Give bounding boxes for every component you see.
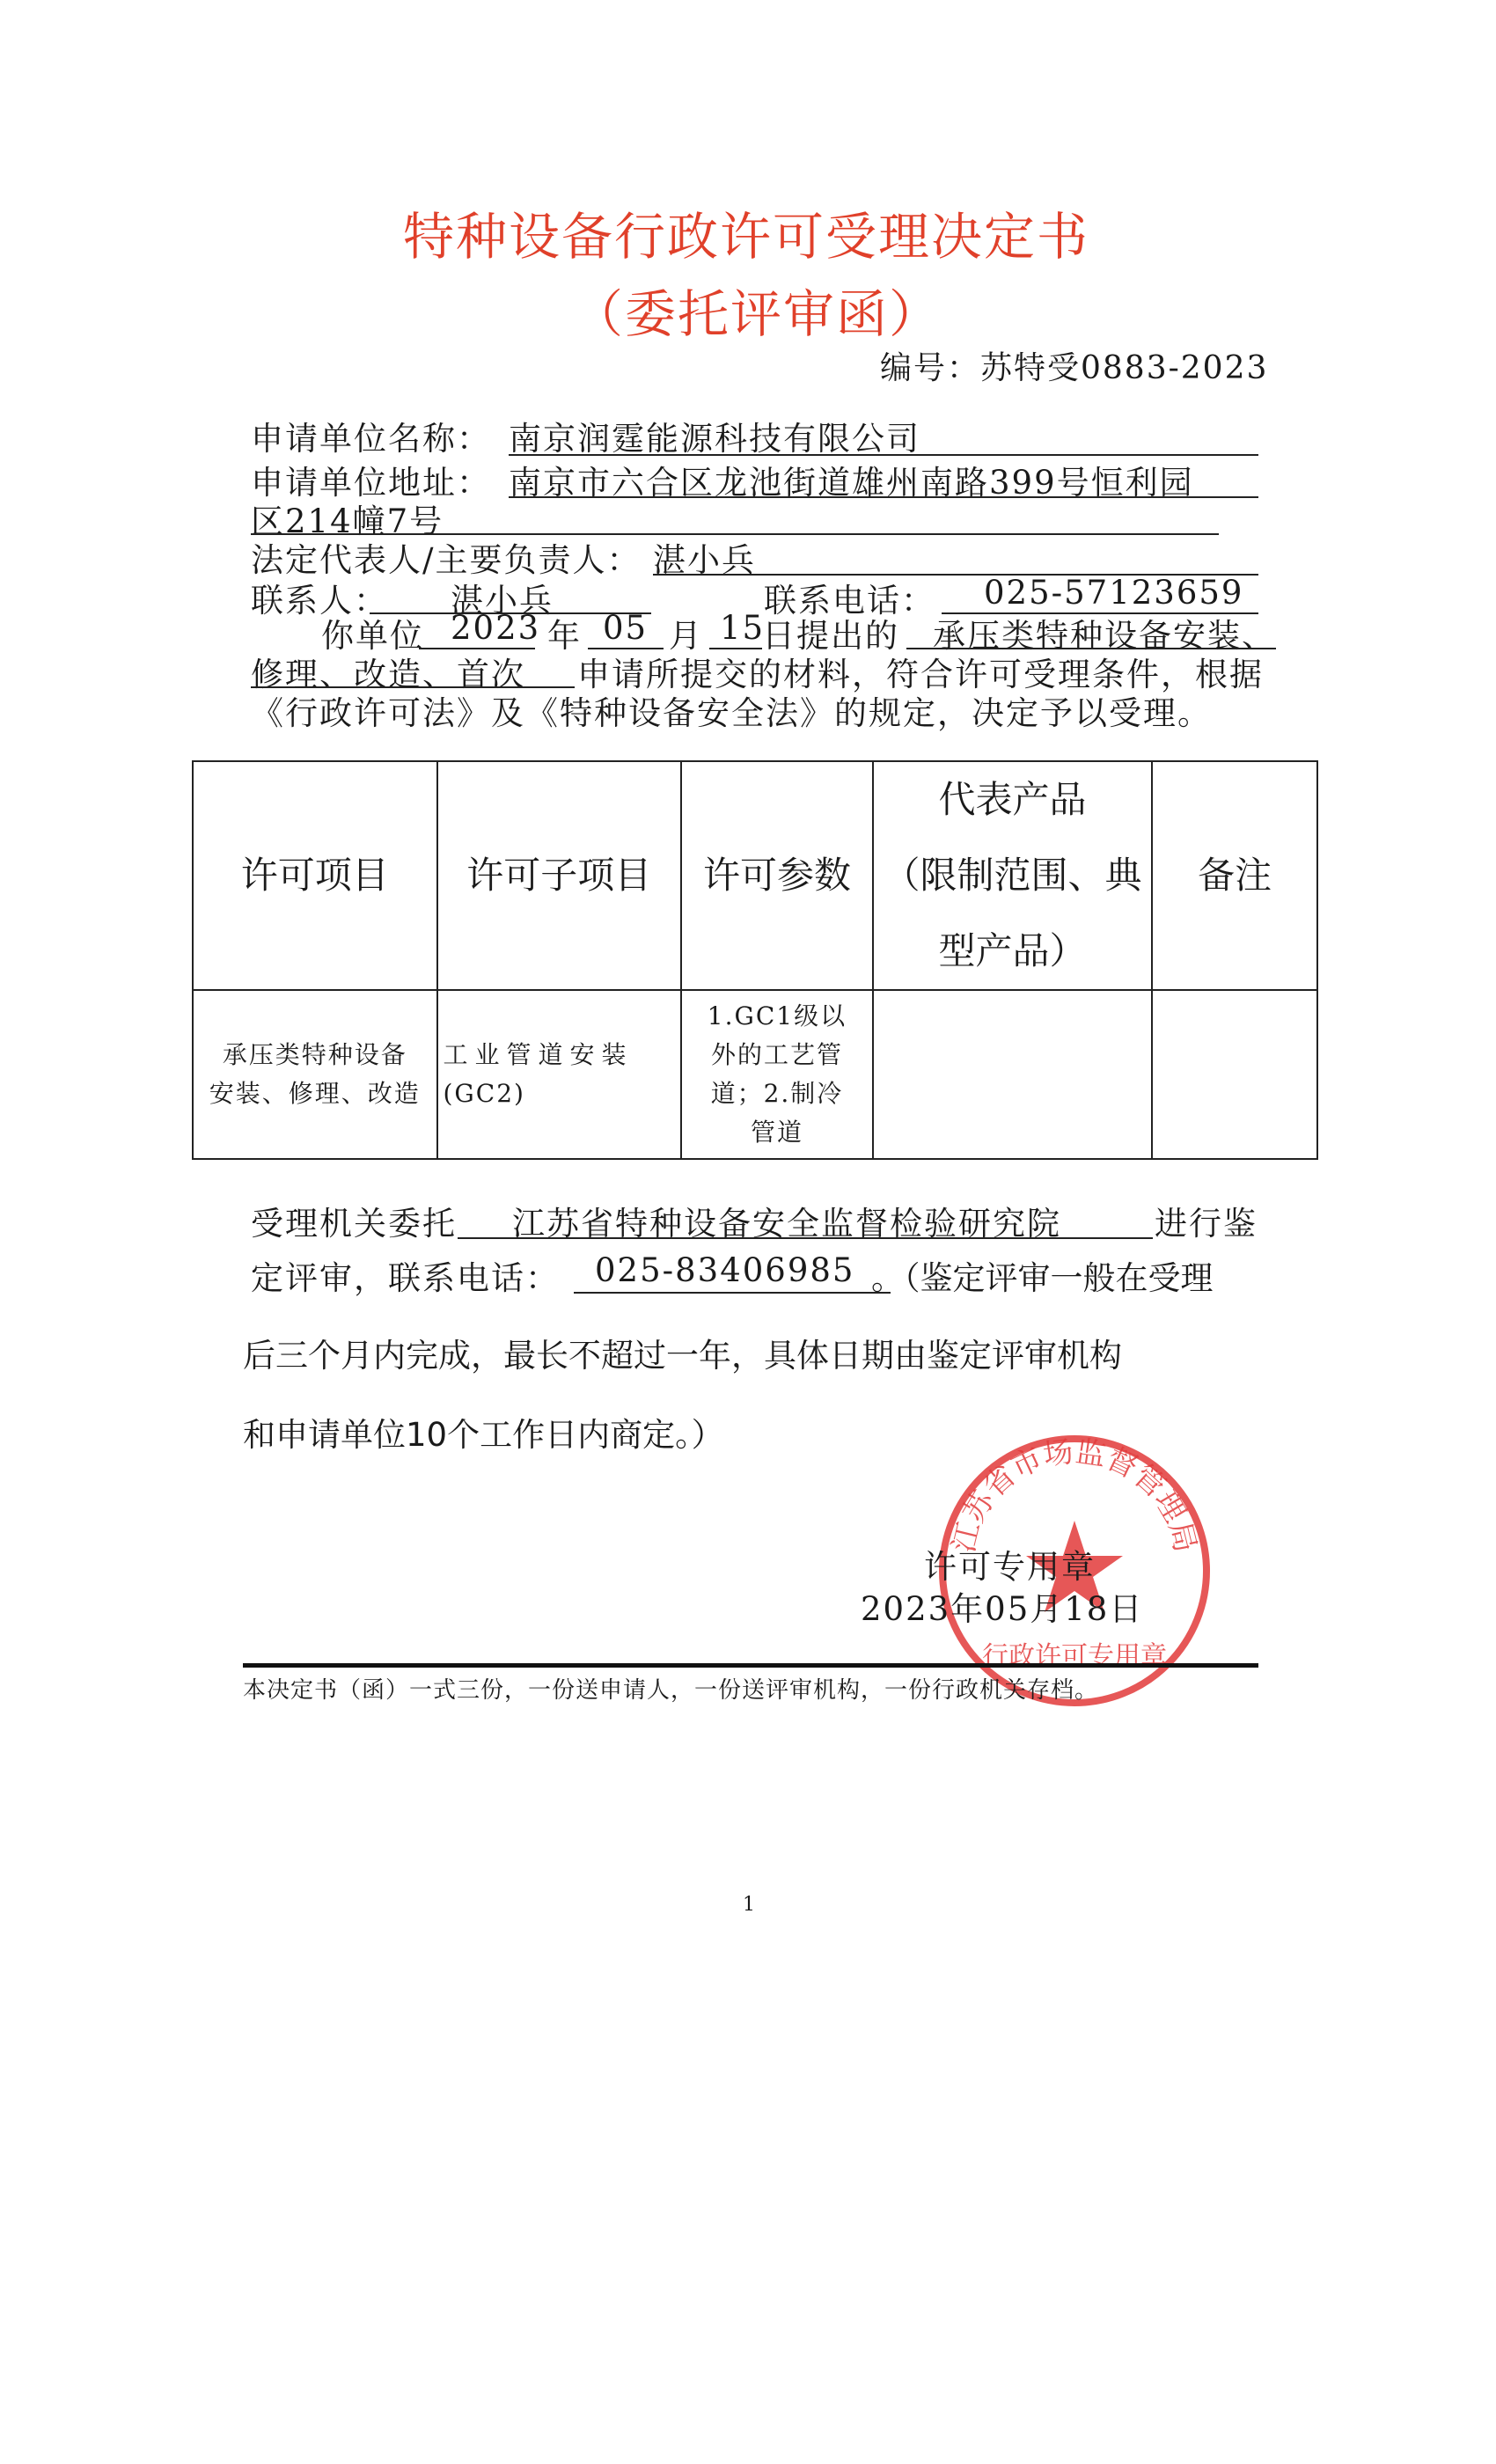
seal-text-bottom: 行政许可专用章 [982, 1641, 1167, 1672]
header-product-line1: 代表产品 [938, 778, 1087, 821]
phone-label: 联系电话： [764, 582, 935, 620]
cell-permit-subitem [437, 990, 682, 1159]
legal-rep: 湛小兵 [653, 541, 756, 579]
body-month: 05 [603, 609, 649, 647]
body-line2-item: 修理、改造、首次 [251, 656, 525, 693]
delegation-institute: 江苏省特种设备安全监督检验研究院 [512, 1205, 1061, 1243]
institute-underline [458, 1237, 1153, 1239]
cell-permit-item-line1: 承压类特种设备 [222, 1040, 407, 1069]
page-number: 1 [743, 1894, 755, 1916]
footer-separator [243, 1663, 1258, 1668]
applicant-name-label: 申请单位名称： [251, 420, 491, 458]
contact-name: 湛小兵 [451, 582, 554, 620]
legal-rep-label: 法定代表人/主要负责人： [251, 541, 642, 579]
cell-param-line1: 1.GC1级以 [707, 1001, 847, 1030]
applicant-address-line1: 南京市六合区龙池街道雄州南路399号恒利园 [509, 464, 1194, 502]
applicant-address-underline [509, 496, 1258, 498]
cell-permit-param [681, 990, 873, 1159]
contact-label: 联系人： [251, 582, 388, 620]
delegation-suffix: 进行鉴 [1155, 1205, 1258, 1243]
header-product [873, 761, 1152, 990]
delegation-prefix: 受理机关委托 [251, 1205, 457, 1243]
cell-param-line3: 道；2.制冷 [710, 1079, 844, 1108]
cell-product [873, 990, 1152, 1159]
document-number: 编号：苏特受0883-2023 [880, 350, 1269, 386]
footnote: 本决定书（函）一式三份，一份送申请人，一份送评审机构，一份行政机关存档。 [243, 1677, 1099, 1704]
delegation-line2-prefix: 定评审，联系电话： [251, 1259, 560, 1297]
body-year: 2023 [451, 609, 541, 647]
phone: 025-57123659 [984, 574, 1244, 612]
delegation-phone: 025-83406985 [595, 1251, 855, 1289]
cell-permit-item [193, 990, 437, 1159]
cell-permit-subitem-line2: (GC2) [443, 1079, 525, 1108]
header-product-line2: （限制范围、典 [883, 854, 1142, 897]
seal-label: 许可专用章 [924, 1548, 1096, 1586]
body-item: 承压类特种设备安装、 [933, 617, 1276, 655]
header-permit-subitem: 许可子项目 [437, 761, 682, 990]
cell-remark [1152, 990, 1317, 1159]
header-product-line3: 型产品） [938, 929, 1087, 972]
applicant-address-line2: 区214幢7号 [251, 502, 444, 540]
table-header-row [193, 761, 1317, 990]
cell-param-line2: 外的工艺管 [710, 1040, 843, 1069]
cell-permit-subitem-line1: 工业管道安装 [443, 1040, 634, 1069]
body-year-unit: 年 [547, 617, 582, 655]
body-day: 15 [720, 609, 766, 647]
delegation-phone-underline [574, 1292, 891, 1294]
document-title: 特种设备行政许可受理决定书 [403, 207, 1090, 267]
applicant-address-label: 申请单位地址： [251, 464, 491, 502]
applicant-name: 南京润霆能源科技有限公司 [509, 420, 920, 458]
cell-param-line4: 管道 [750, 1118, 803, 1147]
body-month-unit: 月 [669, 617, 703, 655]
header-remark: 备注 [1152, 761, 1317, 990]
table-row [193, 990, 1317, 1159]
header-permit-param: 许可参数 [681, 761, 873, 990]
delegation-line4: 和申请单位10个工作日内商定。） [243, 1416, 724, 1454]
delegation-line3: 后三个月内完成，最长不超过一年，具体日期由鉴定评审机构 [243, 1337, 1122, 1375]
document-subtitle: （委托评审函） [572, 284, 942, 344]
delegation-line2-suffix: 。（鉴定评审一般在受理 [871, 1259, 1214, 1297]
issue-date: 2023年05月18日 [861, 1590, 1144, 1628]
body-prefix: 你单位 [321, 617, 424, 655]
body-line3: 《行政许可法》及《特种设备安全法》的规定，决定予以受理。 [251, 694, 1212, 732]
cell-permit-item-line2: 安装、修理、改造 [209, 1079, 421, 1108]
permit-table [192, 760, 1318, 1160]
seal-text-top: 江苏省市场监督管理局 [946, 1434, 1203, 1556]
body-day-suffix: 日提出的 [762, 617, 899, 655]
body-line2-rest: 申请所提交的材料，符合许可受理条件，根据 [577, 656, 1264, 693]
header-permit-item: 许可项目 [193, 761, 437, 990]
